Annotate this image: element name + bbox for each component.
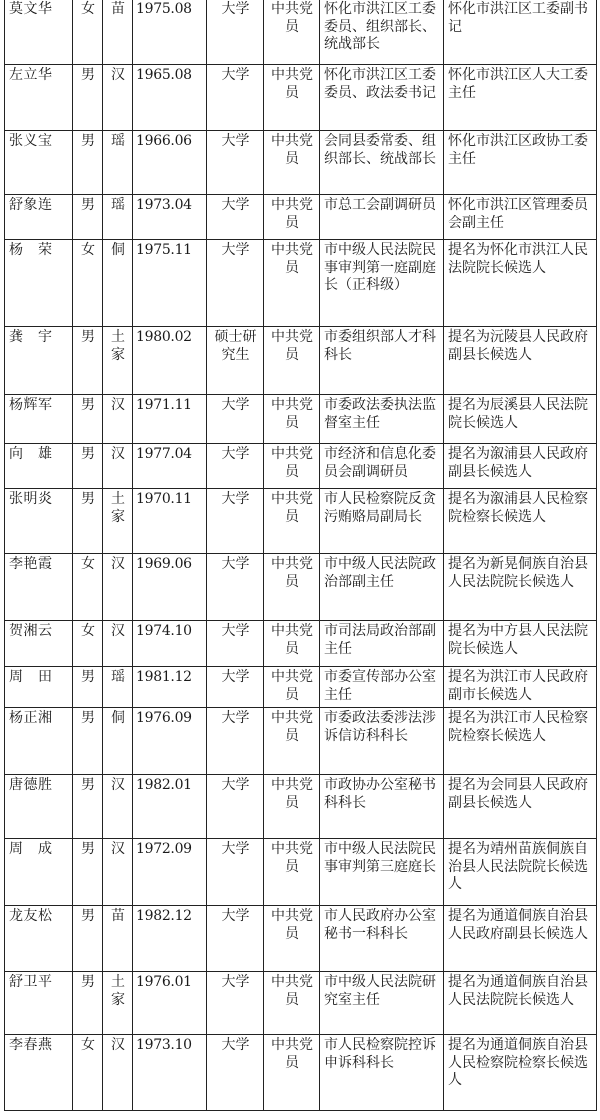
ethnicity-cell: 汉 <box>103 554 133 621</box>
education-cell: 大学 <box>207 708 264 775</box>
birth-date-cell: 1976.01 <box>133 972 207 1035</box>
proposed-post-cell: 提名为洪江市人民政府副市长候选人 <box>444 667 597 708</box>
birth-date-cell: 1976.09 <box>133 708 207 775</box>
proposed-post-cell: 提名为通道侗族自治县人民法院院长候选人 <box>444 972 597 1035</box>
current-post-cell: 市中级人民法院研究室主任 <box>320 972 444 1035</box>
table-row <box>5 327 597 395</box>
birth-date-cell: 1982.12 <box>133 906 207 972</box>
current-post-cell: 市人民政府办公室秘书一科科长 <box>320 906 444 972</box>
current-post-cell: 市经济和信息化委员会副调研员 <box>320 444 444 489</box>
party-cell: 中共党员 <box>264 240 320 327</box>
ethnicity-cell: 土家 <box>103 489 133 554</box>
table-row <box>5 195 597 240</box>
birth-date-cell: 1972.09 <box>133 839 207 906</box>
sex-cell: 男 <box>73 972 103 1035</box>
party-cell: 中共党员 <box>264 1035 320 1111</box>
party-cell: 中共党员 <box>264 708 320 775</box>
table-row <box>5 554 597 621</box>
proposed-post-cell: 提名为溆浦县人民检察院检察长候选人 <box>444 489 597 554</box>
sex-cell: 男 <box>73 395 103 444</box>
party-cell: 中共党员 <box>264 327 320 395</box>
ethnicity-cell: 汉 <box>103 775 133 839</box>
birth-date-cell: 1965.08 <box>133 65 207 131</box>
name-cell: 张义宝 <box>5 131 73 195</box>
birth-date-cell: 1977.04 <box>133 444 207 489</box>
current-post-cell: 市司法局政治部副主任 <box>320 621 444 667</box>
party-cell: 中共党员 <box>264 489 320 554</box>
name-cell: 龙友松 <box>5 906 73 972</box>
name-cell: 杨辉军 <box>5 395 73 444</box>
proposed-post-cell: 提名为洪江市人民检察院检察长候选人 <box>444 708 597 775</box>
table-row <box>5 708 597 775</box>
education-cell: 大学 <box>207 972 264 1035</box>
birth-date-cell: 1969.06 <box>133 554 207 621</box>
table-row <box>5 621 597 667</box>
party-cell: 中共党员 <box>264 906 320 972</box>
birth-date-cell: 1980.02 <box>133 327 207 395</box>
table-row <box>5 444 597 489</box>
sex-cell: 男 <box>73 775 103 839</box>
birth-date-cell: 1966.06 <box>133 131 207 195</box>
proposed-post-cell: 提名为辰溪县人民法院院长候选人 <box>444 395 597 444</box>
name-cell: 杨正湘 <box>5 708 73 775</box>
party-cell: 中共党员 <box>264 65 320 131</box>
education-cell: 大学 <box>207 395 264 444</box>
education-cell: 大学 <box>207 444 264 489</box>
party-cell: 中共党员 <box>264 395 320 444</box>
education-cell: 大学 <box>207 489 264 554</box>
sex-cell: 男 <box>73 667 103 708</box>
name-cell: 周 成 <box>5 839 73 906</box>
name-cell: 张明炎 <box>5 489 73 554</box>
ethnicity-cell: 土家 <box>103 972 133 1035</box>
birth-date-cell: 1974.10 <box>133 621 207 667</box>
current-post-cell: 市人民检察院控诉申诉科科长 <box>320 1035 444 1111</box>
current-post-cell: 市委宣传部办公室主任 <box>320 667 444 708</box>
education-cell: 大学 <box>207 667 264 708</box>
table-row <box>5 667 597 708</box>
current-post-cell: 市中级人民法院民事审判第一庭副庭长（正科级） <box>320 240 444 327</box>
table-row <box>5 906 597 972</box>
birth-date-cell: 1973.04 <box>133 195 207 240</box>
sex-cell: 男 <box>73 131 103 195</box>
sex-cell: 男 <box>73 708 103 775</box>
birth-date-cell: 1971.11 <box>133 395 207 444</box>
name-cell: 舒象连 <box>5 195 73 240</box>
table-row <box>5 1035 597 1111</box>
ethnicity-cell: 瑶 <box>103 667 133 708</box>
party-cell: 中共党员 <box>264 0 320 65</box>
current-post-cell: 市中级人民法院政治部副主任 <box>320 554 444 621</box>
ethnicity-cell: 汉 <box>103 395 133 444</box>
ethnicity-cell: 侗 <box>103 708 133 775</box>
sex-cell: 男 <box>73 195 103 240</box>
personnel-table <box>4 0 597 1111</box>
name-cell: 李艳霞 <box>5 554 73 621</box>
sex-cell: 男 <box>73 906 103 972</box>
proposed-post-cell: 提名为通道侗族自治县人民政府副县长候选人 <box>444 906 597 972</box>
party-cell: 中共党员 <box>264 621 320 667</box>
ethnicity-cell: 苗 <box>103 906 133 972</box>
sex-cell: 女 <box>73 240 103 327</box>
sex-cell: 男 <box>73 444 103 489</box>
table-row <box>5 775 597 839</box>
proposed-post-cell: 提名为怀化市洪江人民法院院长候选人 <box>444 240 597 327</box>
ethnicity-cell: 土家 <box>103 327 133 395</box>
party-cell: 中共党员 <box>264 775 320 839</box>
proposed-post-cell: 提名为靖州苗族侗族自治县人民法院院长候选人 <box>444 839 597 906</box>
name-cell: 周 田 <box>5 667 73 708</box>
ethnicity-cell: 汉 <box>103 65 133 131</box>
birth-date-cell: 1982.01 <box>133 775 207 839</box>
name-cell: 龚 宇 <box>5 327 73 395</box>
proposed-post-cell: 提名为会同县人民政府副县长候选人 <box>444 775 597 839</box>
birth-date-cell: 1975.08 <box>133 0 207 65</box>
table-row <box>5 395 597 444</box>
table-row <box>5 65 597 131</box>
ethnicity-cell: 汉 <box>103 839 133 906</box>
education-cell: 大学 <box>207 240 264 327</box>
current-post-cell: 市政协办公室秘书科科长 <box>320 775 444 839</box>
proposed-post-cell: 提名为中方县人民法院院长候选人 <box>444 621 597 667</box>
sex-cell: 男 <box>73 489 103 554</box>
ethnicity-cell: 侗 <box>103 240 133 327</box>
sex-cell: 男 <box>73 839 103 906</box>
current-post-cell: 市委组织部人才科科长 <box>320 327 444 395</box>
table-row <box>5 839 597 906</box>
current-post-cell: 市委政法委涉法涉诉信访科科长 <box>320 708 444 775</box>
education-cell: 大学 <box>207 195 264 240</box>
current-post-cell: 怀化市洪江区工委委员、组织部长、统战部长 <box>320 0 444 65</box>
name-cell: 舒卫平 <box>5 972 73 1035</box>
sex-cell: 女 <box>73 621 103 667</box>
ethnicity-cell: 苗 <box>103 0 133 65</box>
education-cell: 大学 <box>207 1035 264 1111</box>
party-cell: 中共党员 <box>264 667 320 708</box>
proposed-post-cell: 提名为沅陵县人民政府副县长候选人 <box>444 327 597 395</box>
name-cell: 唐德胜 <box>5 775 73 839</box>
proposed-post-cell: 提名为溆浦县人民政府副县长候选人 <box>444 444 597 489</box>
ethnicity-cell: 汉 <box>103 444 133 489</box>
name-cell: 李春燕 <box>5 1035 73 1111</box>
table-row <box>5 972 597 1035</box>
party-cell: 中共党员 <box>264 554 320 621</box>
party-cell: 中共党员 <box>264 195 320 240</box>
ethnicity-cell: 汉 <box>103 1035 133 1111</box>
ethnicity-cell: 瑶 <box>103 195 133 240</box>
education-cell: 大学 <box>207 906 264 972</box>
proposed-post-cell: 怀化市洪江区政协工委主任 <box>444 131 597 195</box>
current-post-cell: 市人民检察院反贪污贿赂局副局长 <box>320 489 444 554</box>
current-post-cell: 市总工会副调研员 <box>320 195 444 240</box>
sex-cell: 男 <box>73 327 103 395</box>
table-row <box>5 489 597 554</box>
sex-cell: 女 <box>73 554 103 621</box>
education-cell: 大学 <box>207 839 264 906</box>
proposed-post-cell: 怀化市洪江区人大工委主任 <box>444 65 597 131</box>
education-cell: 大学 <box>207 65 264 131</box>
table-row <box>5 0 597 65</box>
birth-date-cell: 1975.11 <box>133 240 207 327</box>
sex-cell: 男 <box>73 65 103 131</box>
proposed-post-cell: 怀化市洪江区管理委员会副主任 <box>444 195 597 240</box>
table-row <box>5 240 597 327</box>
birth-date-cell: 1981.12 <box>133 667 207 708</box>
education-cell: 大学 <box>207 554 264 621</box>
proposed-post-cell: 提名为通道侗族自治县人民检察院检察长候选人 <box>444 1035 597 1111</box>
name-cell: 莫文华 <box>5 0 73 65</box>
table-row <box>5 131 597 195</box>
party-cell: 中共党员 <box>264 444 320 489</box>
party-cell: 中共党员 <box>264 131 320 195</box>
education-cell: 大学 <box>207 0 264 65</box>
party-cell: 中共党员 <box>264 972 320 1035</box>
current-post-cell: 市中级人民法院民事审判第三庭庭长 <box>320 839 444 906</box>
proposed-post-cell: 提名为新晃侗族自治县人民法院院长候选人 <box>444 554 597 621</box>
current-post-cell: 会同县委常委、组织部长、统战部长 <box>320 131 444 195</box>
ethnicity-cell: 汉 <box>103 621 133 667</box>
proposed-post-cell: 怀化市洪江区工委副书记 <box>444 0 597 65</box>
education-cell: 硕士研究生 <box>207 327 264 395</box>
education-cell: 大学 <box>207 775 264 839</box>
current-post-cell: 市委政法委执法监督室主任 <box>320 395 444 444</box>
birth-date-cell: 1973.10 <box>133 1035 207 1111</box>
name-cell: 杨 荣 <box>5 240 73 327</box>
name-cell: 左立华 <box>5 65 73 131</box>
name-cell: 贺湘云 <box>5 621 73 667</box>
name-cell: 向 雄 <box>5 444 73 489</box>
education-cell: 大学 <box>207 621 264 667</box>
sex-cell: 女 <box>73 1035 103 1111</box>
ethnicity-cell: 瑶 <box>103 131 133 195</box>
current-post-cell: 怀化市洪江区工委委员、政法委书记 <box>320 65 444 131</box>
party-cell: 中共党员 <box>264 839 320 906</box>
birth-date-cell: 1970.11 <box>133 489 207 554</box>
education-cell: 大学 <box>207 131 264 195</box>
sex-cell: 女 <box>73 0 103 65</box>
